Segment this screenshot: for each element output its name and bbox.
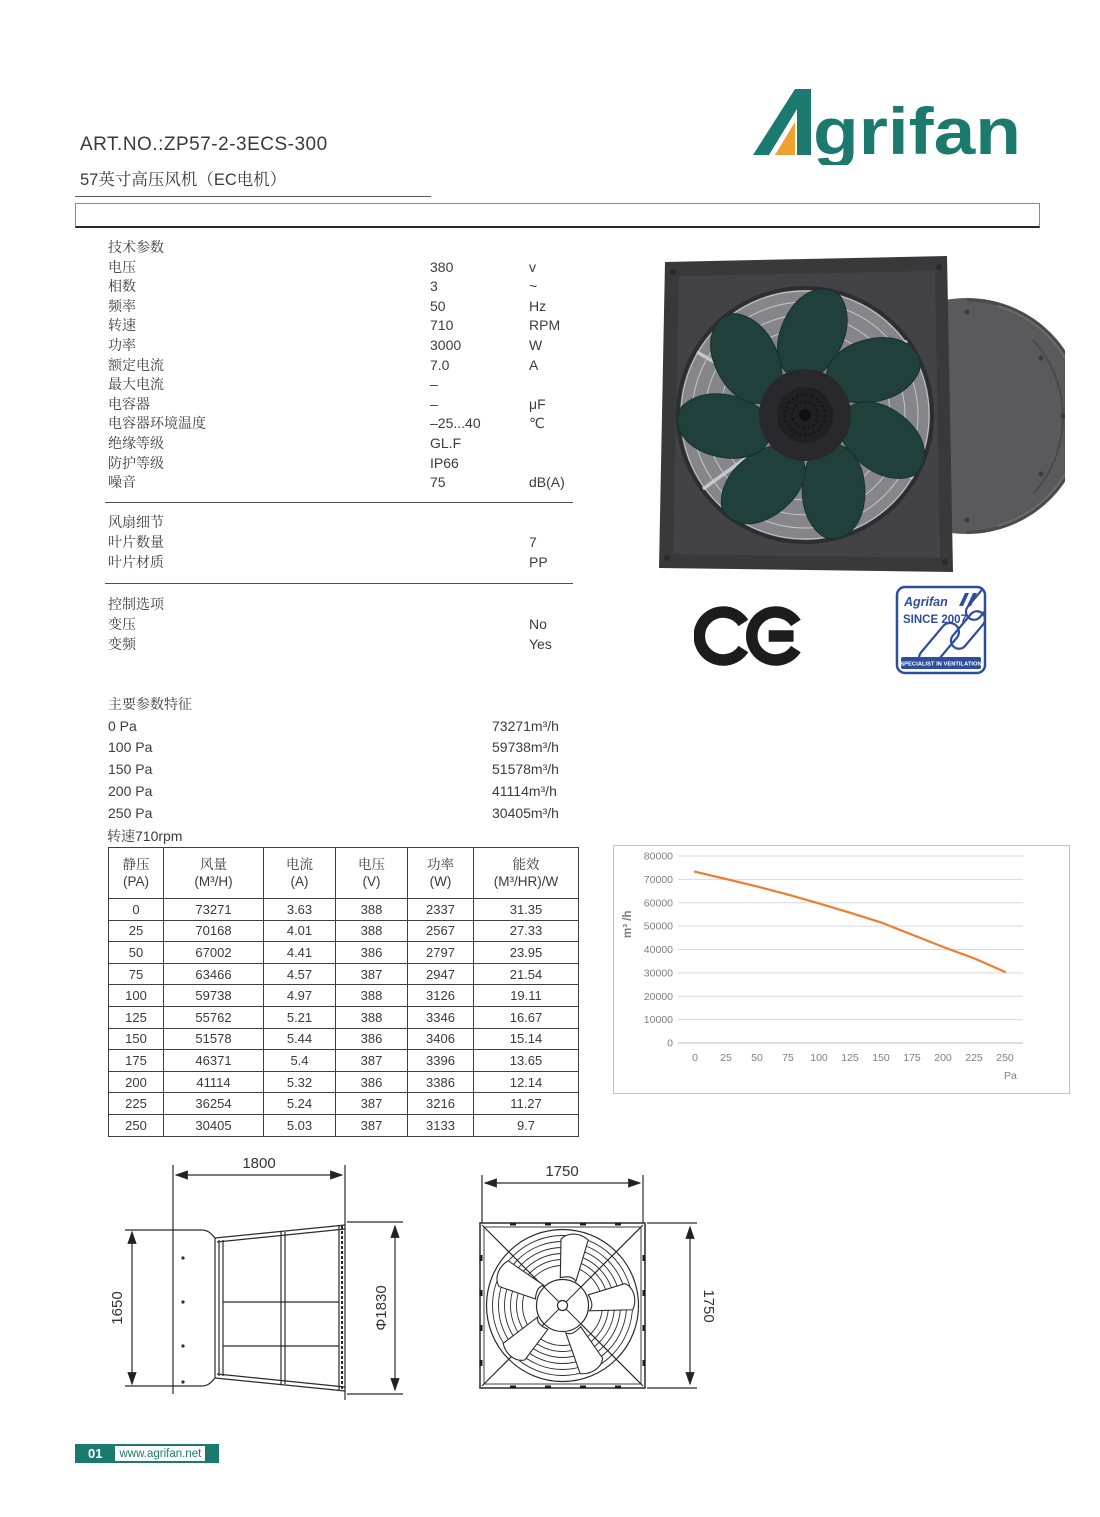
section-divider <box>105 502 573 503</box>
spec-row <box>108 759 578 781</box>
control-options-section <box>108 594 578 655</box>
spec-row <box>108 414 578 434</box>
spec-label: 150 Pa <box>108 761 153 778</box>
subtitle-underline <box>75 196 431 197</box>
spec-unit: Hz <box>529 297 547 314</box>
spec-label: 变压 <box>108 616 136 633</box>
spec-row <box>108 375 578 395</box>
table-cell: 11.27 <box>474 1093 579 1115</box>
table-cell: 2947 <box>408 963 474 985</box>
table-cell: 21.54 <box>474 963 579 985</box>
table-cell: 67002 <box>164 942 264 964</box>
side-view-drawing-icon <box>105 1150 450 1425</box>
badge-since-text: SINCE 2007 <box>903 614 967 626</box>
table-cell: 386 <box>336 1071 408 1093</box>
table-row <box>109 899 579 921</box>
table-cell: 19.11 <box>474 985 579 1007</box>
spec-value: 51578m³/h <box>492 761 559 778</box>
table-cell: 5.32 <box>264 1071 336 1093</box>
table-row <box>109 1093 579 1115</box>
spec-row <box>108 781 578 803</box>
section-title: 风扇细节 <box>108 514 164 530</box>
spec-row <box>108 258 578 278</box>
table-cell: 0 <box>109 899 164 921</box>
table-header-cell: 静压 (PA) <box>109 848 164 899</box>
svg-text:25: 25 <box>720 1052 732 1064</box>
fan-details-section <box>108 512 578 573</box>
table-row <box>109 1071 579 1093</box>
spec-value: 710 <box>430 317 454 334</box>
table-cell: 3216 <box>408 1093 474 1115</box>
performance-chart <box>613 845 1070 1094</box>
dim-label-diameter: Φ1830 <box>373 1285 390 1331</box>
spec-row <box>108 277 578 297</box>
table-cell: 12.14 <box>474 1071 579 1093</box>
spec-row <box>108 434 578 454</box>
svg-text:125: 125 <box>841 1052 859 1064</box>
svg-text:Pa: Pa <box>1004 1070 1017 1082</box>
table-row <box>109 963 579 985</box>
svg-text:80000: 80000 <box>643 850 673 863</box>
table-cell: 5.44 <box>264 1028 336 1050</box>
table-row <box>109 920 579 942</box>
spec-label: 电容器 <box>108 395 150 412</box>
footer-url: www.agrifan.net <box>119 1447 202 1460</box>
table-cell: 16.67 <box>474 1006 579 1028</box>
table-cell: 55762 <box>164 1006 264 1028</box>
table-cell: 3346 <box>408 1006 474 1028</box>
table-row <box>109 1050 579 1072</box>
spec-row <box>108 395 578 415</box>
table-row <box>109 985 579 1007</box>
table-cell: 100 <box>109 985 164 1007</box>
spec-value: 50 <box>430 297 446 314</box>
table-cell: 5.03 <box>264 1114 336 1136</box>
article-number: ART.NO.:ZP57-2-3ECS-300 <box>80 134 328 155</box>
spec-row <box>108 454 578 474</box>
spec-label: 最大电流 <box>108 376 164 393</box>
table-cell: 250 <box>109 1114 164 1136</box>
table-cell: 3386 <box>408 1071 474 1093</box>
ce-mark <box>694 602 806 670</box>
table-header-cell: 电流 (A) <box>264 848 336 899</box>
spec-value: 380 <box>430 258 454 275</box>
table-cell: 23.95 <box>474 942 579 964</box>
table-cell: 2797 <box>408 942 474 964</box>
spec-unit: v <box>529 258 536 275</box>
spec-value: –25...40 <box>430 415 481 432</box>
brand-badge <box>895 585 987 675</box>
table-cell: 31.35 <box>474 899 579 921</box>
logo-wordmark: grifan <box>813 94 1021 165</box>
table-cell: 5.24 <box>264 1093 336 1115</box>
svg-text:40000: 40000 <box>643 944 673 956</box>
main-params-section <box>108 694 578 824</box>
svg-text:225: 225 <box>965 1052 983 1064</box>
spec-label: 绝缘等级 <box>108 434 164 451</box>
spec-unit: μF <box>529 395 546 412</box>
table-cell: 50 <box>109 942 164 964</box>
table-cell: 63466 <box>164 963 264 985</box>
spec-value: 30405m³/h <box>492 804 559 821</box>
table-cell: 388 <box>336 1006 408 1028</box>
spec-row <box>108 716 578 738</box>
spec-value: – <box>430 395 438 412</box>
front-view-drawing-icon <box>470 1150 770 1430</box>
spec-unit: ~ <box>529 278 538 295</box>
table-cell: 41114 <box>164 1071 264 1093</box>
product-photo <box>645 248 1065 593</box>
table-cell: 3396 <box>408 1050 474 1072</box>
speed-label: 转速710rpm <box>107 828 183 844</box>
spec-row <box>108 473 578 493</box>
spec-label: 功率 <box>108 336 136 353</box>
performance-chart-svg <box>614 846 1067 1091</box>
agrifan-logo <box>753 83 1025 165</box>
spec-unit: W <box>529 336 543 353</box>
spec-label: 防护等级 <box>108 454 164 471</box>
spec-label: 叶片材质 <box>108 554 164 571</box>
table-cell: 388 <box>336 920 408 942</box>
table-cell: 2337 <box>408 899 474 921</box>
table-row <box>109 1006 579 1028</box>
spec-rows <box>108 532 578 572</box>
spec-label: 100 Pa <box>108 739 153 756</box>
svg-text:10000: 10000 <box>643 1014 673 1027</box>
table-cell: 46371 <box>164 1050 264 1072</box>
table-cell: 387 <box>336 1050 408 1072</box>
table-cell: 3126 <box>408 985 474 1007</box>
brand-badge-icon <box>895 585 987 675</box>
spec-row <box>108 552 578 572</box>
table-row <box>109 1028 579 1050</box>
section-title: 控制选项 <box>108 596 164 612</box>
spec-label: 变频 <box>108 636 136 653</box>
table-header-row <box>109 848 579 899</box>
spec-label: 叶片数量 <box>108 534 164 551</box>
spec-row <box>108 737 578 759</box>
spec-value: 3 <box>430 278 438 295</box>
agrifan-logo-icon <box>753 83 1025 165</box>
spec-label: 额定电流 <box>108 356 164 373</box>
table-cell: 125 <box>109 1006 164 1028</box>
spec-unit: dB(A) <box>529 474 565 491</box>
spec-label: 0 Pa <box>108 717 137 734</box>
table-cell: 70168 <box>164 920 264 942</box>
spec-value: PP <box>529 554 548 571</box>
svg-text:0: 0 <box>667 1037 673 1050</box>
table-cell: 9.7 <box>474 1114 579 1136</box>
table-cell: 27.33 <box>474 920 579 942</box>
svg-text:50000: 50000 <box>643 920 673 933</box>
table-cell: 30405 <box>164 1114 264 1136</box>
table-cell: 13.65 <box>474 1050 579 1072</box>
section-title: 主要参数特征 <box>108 696 192 712</box>
svg-text:m³ /h: m³ /h <box>622 910 634 938</box>
table-header-cell: 风量 (M³/H) <box>164 848 264 899</box>
spec-value: GL.F <box>430 434 462 451</box>
spec-unit: A <box>529 356 539 373</box>
table-cell: 388 <box>336 899 408 921</box>
table-cell: 5.4 <box>264 1050 336 1072</box>
spec-row <box>108 297 578 317</box>
svg-text:30000: 30000 <box>643 967 673 980</box>
svg-text:0: 0 <box>692 1052 698 1064</box>
spec-value: 73271m³/h <box>492 717 559 734</box>
spec-row <box>108 532 578 552</box>
table-cell: 75 <box>109 963 164 985</box>
tech-params-section <box>108 238 578 493</box>
spec-value: – <box>430 376 438 393</box>
table-header-cell: 能效 (M³/HR)/W <box>474 848 579 899</box>
table-row <box>109 942 579 964</box>
spec-row <box>108 803 578 825</box>
spec-label: 电容器环境温度 <box>108 415 206 432</box>
spec-value: 7 <box>529 534 537 551</box>
svg-text:70000: 70000 <box>643 873 673 886</box>
header-divider-box <box>75 203 1040 228</box>
spec-label: 电压 <box>108 258 136 275</box>
table-cell: 25 <box>109 920 164 942</box>
svg-text:250: 250 <box>996 1052 1014 1064</box>
table-cell: 15.14 <box>474 1028 579 1050</box>
badge-banner-text: SPECIALIST IN VENTILATION <box>900 661 982 668</box>
footer-bar <box>75 1444 219 1463</box>
table-cell: 150 <box>109 1028 164 1050</box>
table-cell: 386 <box>336 1028 408 1050</box>
table-cell: 387 <box>336 1093 408 1115</box>
spec-label: 频率 <box>108 297 136 314</box>
table-cell: 225 <box>109 1093 164 1115</box>
spec-value: 75 <box>430 474 446 491</box>
table-cell: 51578 <box>164 1028 264 1050</box>
dim-label-width: 1800 <box>242 1155 276 1172</box>
dim-label-height: 1750 <box>700 1289 717 1323</box>
spec-label: 250 Pa <box>108 804 153 821</box>
spec-row <box>108 316 578 336</box>
table-cell: 73271 <box>164 899 264 921</box>
table-cell: 387 <box>336 1114 408 1136</box>
table-cell: 387 <box>336 963 408 985</box>
spec-unit <box>529 375 578 395</box>
spec-label: 转速 <box>108 317 136 334</box>
section-title: 技术参数 <box>108 239 164 255</box>
section-divider <box>105 583 573 584</box>
svg-text:175: 175 <box>903 1052 921 1064</box>
fan-photo-icon <box>645 248 1065 593</box>
spec-rows <box>108 258 578 493</box>
dim-label-height: 1650 <box>109 1291 126 1325</box>
svg-text:60000: 60000 <box>643 897 673 910</box>
product-subtitle: 57英寸高压风机（EC电机） <box>80 171 287 189</box>
spec-rows <box>108 614 578 654</box>
table-cell: 59738 <box>164 985 264 1007</box>
table-cell: 200 <box>109 1071 164 1093</box>
spec-value: 41114m³/h <box>492 782 557 799</box>
spec-value: Yes <box>529 636 552 653</box>
spec-row <box>108 634 578 654</box>
dim-label-width: 1750 <box>545 1163 579 1180</box>
badge-brand-text: Agrifan <box>904 595 948 609</box>
front-view-drawing <box>470 1150 770 1430</box>
svg-text:50: 50 <box>751 1052 763 1064</box>
svg-text:150: 150 <box>872 1052 890 1064</box>
spec-row <box>108 614 578 634</box>
spec-label: 200 Pa <box>108 782 153 799</box>
table-header-cell: 电压 (V) <box>336 848 408 899</box>
spec-unit <box>529 454 578 474</box>
table-cell: 4.41 <box>264 942 336 964</box>
table-cell: 36254 <box>164 1093 264 1115</box>
spec-label: 相数 <box>108 278 136 295</box>
table-cell: 5.21 <box>264 1006 336 1028</box>
table-cell: 175 <box>109 1050 164 1072</box>
svg-text:20000: 20000 <box>643 990 673 1003</box>
side-view-drawing <box>105 1150 450 1425</box>
spec-label: 噪音 <box>108 474 136 491</box>
spec-value: IP66 <box>430 454 459 471</box>
footer-url-box <box>115 1446 205 1461</box>
spec-row <box>108 336 578 356</box>
table-cell: 3.63 <box>264 899 336 921</box>
table-row <box>109 1114 579 1136</box>
table-cell: 388 <box>336 985 408 1007</box>
table-cell: 386 <box>336 942 408 964</box>
svg-text:100: 100 <box>810 1052 828 1064</box>
performance-table <box>108 847 579 1137</box>
spec-unit: ℃ <box>529 415 545 432</box>
table-header-cell: 功率 (W) <box>408 848 474 899</box>
table-cell: 3133 <box>408 1114 474 1136</box>
table-cell: 4.01 <box>264 920 336 942</box>
table-cell: 3406 <box>408 1028 474 1050</box>
spec-unit: RPM <box>529 317 561 334</box>
spec-value: No <box>529 616 547 633</box>
table-cell: 2567 <box>408 920 474 942</box>
ce-mark-icon <box>694 602 806 670</box>
svg-text:75: 75 <box>782 1052 794 1064</box>
spec-row <box>108 356 578 376</box>
table-cell: 4.97 <box>264 985 336 1007</box>
spec-value: 59738m³/h <box>492 739 559 756</box>
spec-value: 3000 <box>430 336 462 353</box>
page-number: 01 <box>88 1446 103 1461</box>
spec-unit <box>529 434 578 454</box>
spec-value: 7.0 <box>430 356 450 373</box>
table-cell: 4.57 <box>264 963 336 985</box>
spec-rows <box>108 716 578 825</box>
svg-text:200: 200 <box>934 1052 952 1064</box>
